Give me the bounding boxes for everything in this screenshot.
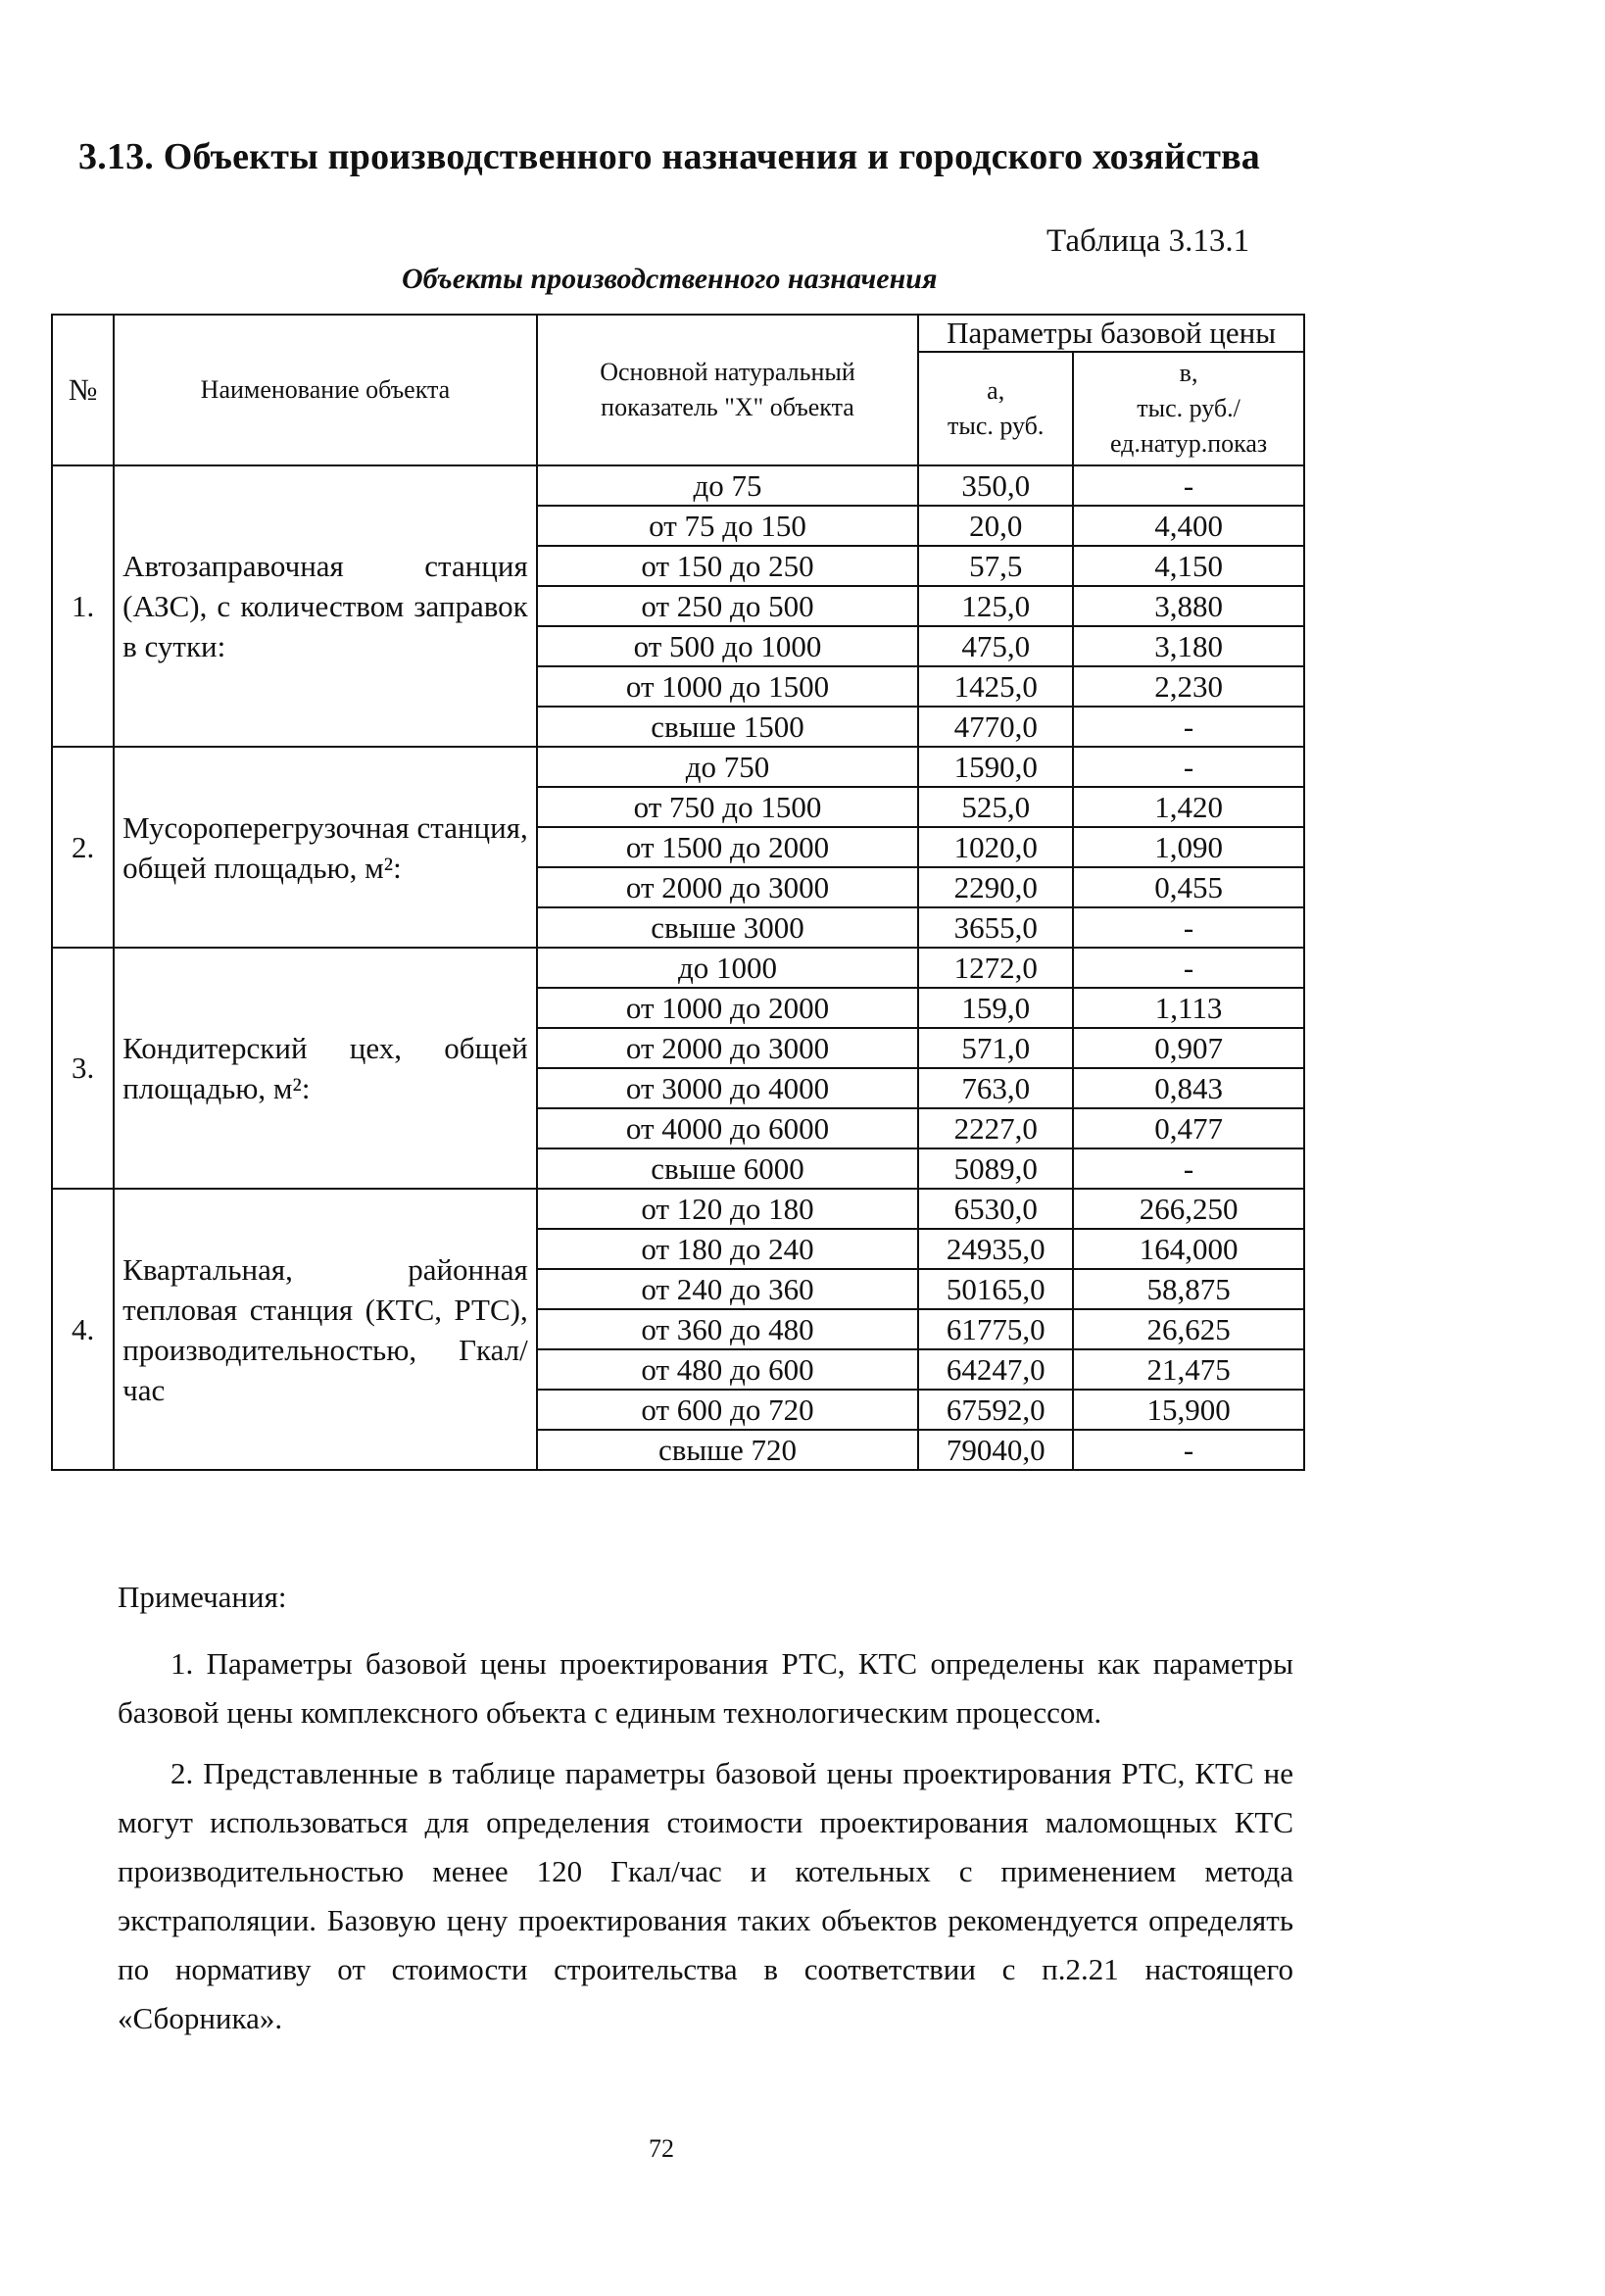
header-indicator: Основной натуральный показатель "X" объекта (537, 315, 919, 465)
object-name: Автозаправочная станция (АЗС), с количеством заправок в сутки: (114, 465, 537, 747)
indicator-cell: свыше 3000 (537, 907, 919, 948)
param-a-cell: 2227,0 (918, 1108, 1073, 1148)
param-b-cell: 3,180 (1073, 626, 1304, 666)
param-b-cell: - (1073, 1148, 1304, 1189)
indicator-cell: свыше 1500 (537, 707, 919, 747)
indicator-cell: до 1000 (537, 948, 919, 988)
indicator-cell: свыше 720 (537, 1430, 919, 1470)
param-a-cell: 350,0 (918, 465, 1073, 506)
table-body (52, 465, 1304, 1470)
param-a-cell: 4770,0 (918, 707, 1073, 747)
param-b-cell: - (1073, 948, 1304, 988)
table-row (52, 465, 1304, 506)
section-heading: 3.13. Объекты производственного назначения и городского хозяйства (78, 136, 1261, 177)
table-row (52, 747, 1304, 787)
param-a-cell: 24935,0 (918, 1229, 1073, 1269)
param-b-cell: 266,250 (1073, 1189, 1304, 1229)
table-number: Таблица 3.13.1 (1046, 223, 1250, 259)
param-a-cell: 67592,0 (918, 1390, 1073, 1430)
param-b-cell: - (1073, 707, 1304, 747)
object-name: Квартальная, районная тепловая станция (КТС, РТС), производительностью, Гкал/час (114, 1189, 537, 1470)
param-b-cell: 3,880 (1073, 586, 1304, 626)
page-number: 72 (649, 2134, 674, 2163)
param-b-cell: 4,150 (1073, 546, 1304, 586)
param-b-cell: 1,113 (1073, 988, 1304, 1028)
param-a-cell: 20,0 (918, 506, 1073, 546)
indicator-cell: свыше 6000 (537, 1148, 919, 1189)
indicator-cell: от 500 до 1000 (537, 626, 919, 666)
indicator-cell: от 240 до 360 (537, 1269, 919, 1309)
row-number: 2. (52, 747, 114, 948)
header-params-group: Параметры базовой цены (918, 315, 1304, 352)
param-a-cell: 525,0 (918, 787, 1073, 827)
param-b-cell: 1,090 (1073, 827, 1304, 867)
indicator-cell: от 75 до 150 (537, 506, 919, 546)
table-row (52, 1189, 1304, 1229)
param-b-cell: 1,420 (1073, 787, 1304, 827)
indicator-cell: от 180 до 240 (537, 1229, 919, 1269)
param-a-cell: 763,0 (918, 1068, 1073, 1108)
param-a-cell: 64247,0 (918, 1349, 1073, 1390)
param-b-cell: 0,477 (1073, 1108, 1304, 1148)
param-a-cell: 57,5 (918, 546, 1073, 586)
param-a-cell: 159,0 (918, 988, 1073, 1028)
header-name: Наименование объекта (114, 315, 537, 465)
param-a-cell: 1020,0 (918, 827, 1073, 867)
param-b-cell: 58,875 (1073, 1269, 1304, 1309)
param-b-cell: - (1073, 907, 1304, 948)
indicator-cell: до 750 (537, 747, 919, 787)
table-row (52, 948, 1304, 988)
param-b-cell: 15,900 (1073, 1390, 1304, 1430)
param-a-cell: 571,0 (918, 1028, 1073, 1068)
notes-section (118, 1573, 1293, 2055)
indicator-cell: от 250 до 500 (537, 586, 919, 626)
param-b-cell: - (1073, 465, 1304, 506)
object-name: Мусороперегрузочная станция, общей площадью, м²: (114, 747, 537, 948)
indicator-cell: от 2000 до 3000 (537, 867, 919, 907)
table-caption: Объекты производственного назначения (402, 263, 938, 295)
note-item: 1. Параметры базовой цены проектирования РТС, КТС определены как параметры базовой цены комплексного объекта с единым технологическим процессом. (118, 1646, 1293, 1730)
param-b-cell: 2,230 (1073, 666, 1304, 707)
indicator-cell: от 600 до 720 (537, 1390, 919, 1430)
param-b-cell: 164,000 (1073, 1229, 1304, 1269)
param-b-cell: - (1073, 1430, 1304, 1470)
param-b-cell: 0,455 (1073, 867, 1304, 907)
param-a-cell: 1272,0 (918, 948, 1073, 988)
indicator-cell: от 1000 до 2000 (537, 988, 919, 1028)
indicator-cell: от 3000 до 4000 (537, 1068, 919, 1108)
param-b-cell: 0,907 (1073, 1028, 1304, 1068)
param-a-cell: 5089,0 (918, 1148, 1073, 1189)
indicator-cell: от 360 до 480 (537, 1309, 919, 1349)
param-a-cell: 6530,0 (918, 1189, 1073, 1229)
param-a-cell: 3655,0 (918, 907, 1073, 948)
indicator-cell: от 4000 до 6000 (537, 1108, 919, 1148)
indicator-cell: от 750 до 1500 (537, 787, 919, 827)
param-a-cell: 79040,0 (918, 1430, 1073, 1470)
param-a-cell: 475,0 (918, 626, 1073, 666)
indicator-cell: от 2000 до 3000 (537, 1028, 919, 1068)
param-b-cell: - (1073, 747, 1304, 787)
indicator-cell: до 75 (537, 465, 919, 506)
object-name: Кондитерский цех, общей площадью, м²: (114, 948, 537, 1189)
row-number: 4. (52, 1189, 114, 1470)
param-a-cell: 2290,0 (918, 867, 1073, 907)
header-b: в, тыс. руб./ ед.натур.показ (1073, 352, 1304, 465)
indicator-cell: от 1500 до 2000 (537, 827, 919, 867)
header-a: а, тыс. руб. (918, 352, 1073, 465)
price-table (51, 314, 1305, 1471)
param-a-cell: 125,0 (918, 586, 1073, 626)
param-b-cell: 26,625 (1073, 1309, 1304, 1349)
param-a-cell: 1425,0 (918, 666, 1073, 707)
param-b-cell: 4,400 (1073, 506, 1304, 546)
param-b-cell: 0,843 (1073, 1068, 1304, 1108)
indicator-cell: от 480 до 600 (537, 1349, 919, 1390)
param-a-cell: 1590,0 (918, 747, 1073, 787)
indicator-cell: от 1000 до 1500 (537, 666, 919, 707)
header-num: № (52, 315, 114, 465)
param-a-cell: 50165,0 (918, 1269, 1073, 1309)
indicator-cell: от 120 до 180 (537, 1189, 919, 1229)
row-number: 1. (52, 465, 114, 747)
notes-title: Примечания: (118, 1580, 287, 1614)
param-a-cell: 61775,0 (918, 1309, 1073, 1349)
param-b-cell: 21,475 (1073, 1349, 1304, 1390)
row-number: 3. (52, 948, 114, 1189)
note-item: 2. Представленные в таблице параметры базовой цены проектирования РТС, КТС не могут использоваться для определения стоимости проектирования маломощных КТС производительностью менее 120 Гкал/час и котельных с применением метода экстраполяции. Базовую цену проектирования таких объектов рекомендуется определять по нормативу от стоимости строительства в соответствии с п.2.21 настоящего «Сборника». (118, 1756, 1293, 2035)
indicator-cell: от 150 до 250 (537, 546, 919, 586)
